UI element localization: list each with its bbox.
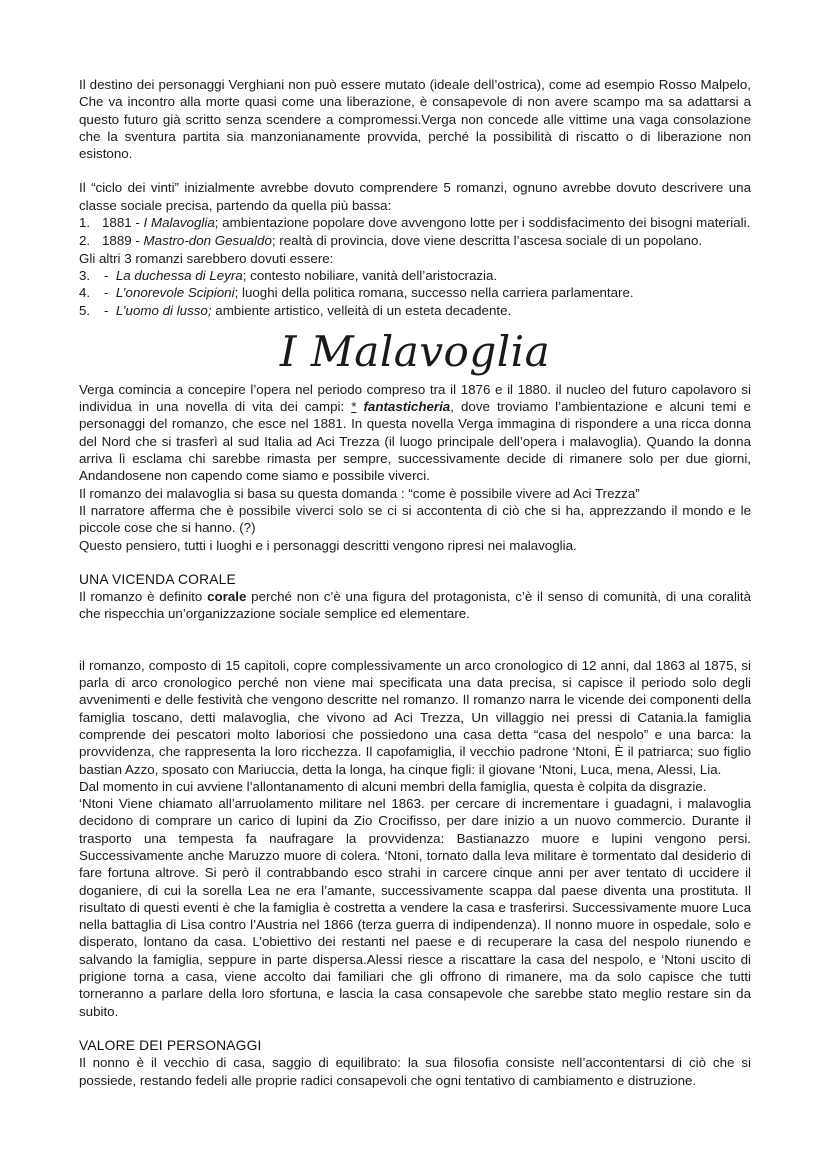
list-dash: - xyxy=(104,285,109,301)
list-item xyxy=(79,267,751,284)
paragraph-nonno: Il nonno è il vecchio di casa, saggio di equilibrato: la sua filosofia consiste nell’accontentarsi di ciò che si possiede, restando fedeli alle proprie radici consapevoli che ogni tentativo di cambiamento e distruzione. xyxy=(79,1055,751,1088)
paragraph-trama: il romanzo, composto di 15 capitoli, copre complessivamente un arco cronologico di 12 anni, dal 1863 al 1875, si parla di arco cronologico perché non viene mai specificata una data precisa, si capisce il periodo solo degli avvenimenti e delle festività che vengono descritte nel romanzo. Il romanzo narra le vicende dei componenti della famiglia toscano, detti malavoglia, che vivono ad Aci Trezza, Un villaggio nei pressi di Catania.la famiglia comprende dei pescatori molto laboriosi che possiedono una casa detta “casa del nespolo” e una barca: la provvidenza, che rappresenta la loro ricchezza. Il capofamiglia, il vecchio padrone ‘Ntoni, È il patriarca; suo figlio bastian Azzo, sposato con Mariuccia, detta la longa, ha cinque figli: il giovane ‘Ntoni, Luca, mena, Alessi, Lia. xyxy=(79,657,751,777)
bold-term: corale xyxy=(207,589,247,605)
paragraph-destino: Il destino dei personaggi Verghiani non può essere mutato (ideale dell’ostrica), come ad esempio Rosso Malpelo, Che va incontro alla morte quasi come una liberazione, è consapevole di non avere scampo ma sa adattarsi a questo futuro già scritto senza scendere a compromessi.Verga non concede alle vittime una vaga consolazione che la sventura partita sia manzonianamente provvida, perché la possibilità di riscatto o di liberazione non esistono. xyxy=(79,77,751,162)
list-description: ; contesto nobiliare, vanità dell’aristocrazia. xyxy=(242,267,498,283)
paragraph-vicende: ‘Ntoni Viene chiamato all’arruolamento militare nel 1863. per cercare di incrementare i guadagni, i malavoglia decidono di comprare un carico di lupini da Zio Crocifisso, per dare inizio a un nuovo commercio. Durante il trasporto una tempesta fa naufragare la provvidenza: Bastianazzo muore e lupini vengono persi. Successivamente anche Maruzzo muore di colera. ‘Ntoni, tornato dalla leva militare è tormentato dal desiderio di fare fortuna altrove. Si però il contrabbando esco strahi in carcere cinque anni per aver tentato di uccidere il doganiere, di cui la sorella Lea ne era l’amante, successivamente scappa dal paese diventa una prostituta. Il risultato di questi eventi è che la famiglia è costretta a vendere la casa e trasferirsi. Successivamente muore Luca nella battaglia di Lisa contro l’Austria nel 1866 (terza guerra di indipendenza). Il nonno muore in ospedale, solo e disperato, lontano da casa. L’obiettivo dei restanti nel paese e di recuperare la casa del nespolo riunendo e salvando la famiglia, seppure in parte dispersa.Alessi riesce a riscattare la casa del nespolo, e ‘Ntoni uscito di prigione torna a casa, viene accolto dai familiari che gli offrono di rimanere, ma da solo capisce che tutti torneranno a parlare della loro sfortuna, e lascia la casa consapevole che sarebbe stato meglio restare sin da subito. xyxy=(79,796,751,1019)
novella-title: fantasticheria xyxy=(356,399,451,415)
list-dash: - xyxy=(104,302,109,318)
novel-title: L’onorevole Scipioni xyxy=(115,285,235,301)
list-number: 3. xyxy=(79,267,91,283)
list-year: 1889 - xyxy=(102,233,144,249)
list-description: ; realtà di provincia, dove viene descritta l’ascesa sociale di un popolano. xyxy=(271,233,703,249)
list-dash: - xyxy=(104,267,109,283)
paragraph-corale: Il romanzo è definito corale perché non c’è una figura del protagonista, c’è il senso di comunità, di una coralità che rispecchia un’organizzazione sociale semplice ed elementare. xyxy=(79,589,751,622)
list-number: 4. xyxy=(79,285,91,301)
list-description: ambiente artistico, velleità di un esteta decadente. xyxy=(211,302,512,318)
novel-title: I Malavoglia xyxy=(143,215,215,231)
section-heading-valore-personaggi: VALORE DEI PERSONAGGI xyxy=(79,1037,262,1053)
list-number: 2. xyxy=(79,233,91,249)
novels-list-primary xyxy=(79,214,751,250)
paragraph-disgrazie: Dal momento in cui avviene l’allontanamento di alcuni membri della famiglia, questa è colpita da disgrazie. xyxy=(79,778,707,794)
list-intro: Gli altri 3 romanzi sarebbero dovuti essere: xyxy=(79,250,334,266)
list-item xyxy=(79,214,751,231)
novel-title: Mastro-don Gesualdo xyxy=(143,233,272,249)
novel-title: La duchessa di Leyra xyxy=(115,267,243,283)
list-description: ; luoghi della politica romana, successo nella carriera parlamentare. xyxy=(234,285,634,301)
paragraph-pensiero: Questo pensiero, tutti i luoghi e i personaggi descritti vengono ripresi nei malavoglia. xyxy=(79,537,577,553)
list-year: 1881 - xyxy=(102,215,144,231)
list-number: 5. xyxy=(79,302,91,318)
paragraph-ciclo-dei-vinti: Il “ciclo dei vinti” inizialmente avrebbe dovuto comprendere 5 romanzi, ognuno avrebbe dovuto descrivere una classe sociale precisa, partendo da quella più bassa: xyxy=(79,180,751,213)
paragraph-concezione: Verga comincia a concepire l’opera nel periodo compreso tra il 1876 e il 1880. il nucleo del futuro capolavoro si individua in una novella di vita dei campi: * fantasticheria, dove troviamo l’ambientazione e alcuni temi e personaggi del romanzo, che esce nel 1881. In questa novella Verga immagina di rispondere a una ricca donna del Nord che si trasferì al sud Italia ad Aci Trezza (il luogo principale dell’opera i malavoglia). Quando la donna arriva lì esclama chi sarebbe rimasta per sempre, successivamente decide di rimanere solo per due giorni, Andandosene non capendo come siamo e possibile viverci. xyxy=(79,381,751,484)
page-title: I Malavoglia xyxy=(279,326,551,376)
paragraph-narratore: Il narratore afferma che è possibile viverci solo se ci si accontenta di ciò che si ha, apprezzando il mondo e le piccole cose che si hanno. (?) xyxy=(79,502,751,536)
list-description: ; ambientazione popolare dove avvengono lotte per i soddisfacimento dei bisogni materiali. xyxy=(214,215,751,231)
list-item xyxy=(79,232,751,249)
list-item xyxy=(79,302,751,319)
paragraph-domanda: Il romanzo dei malavoglia si basa su questa domanda : “come è possibile vivere ad Aci Trezza” xyxy=(79,485,640,501)
document-page xyxy=(79,76,751,1089)
section-heading-vicenda-corale: UNA VICENDA CORALE xyxy=(79,571,236,587)
list-item xyxy=(79,284,751,301)
novels-list-planned xyxy=(79,267,751,319)
footnote-link[interactable]: * xyxy=(351,399,357,415)
list-number: 1. xyxy=(79,215,91,231)
novel-title: L’uomo di lusso; xyxy=(115,302,212,318)
